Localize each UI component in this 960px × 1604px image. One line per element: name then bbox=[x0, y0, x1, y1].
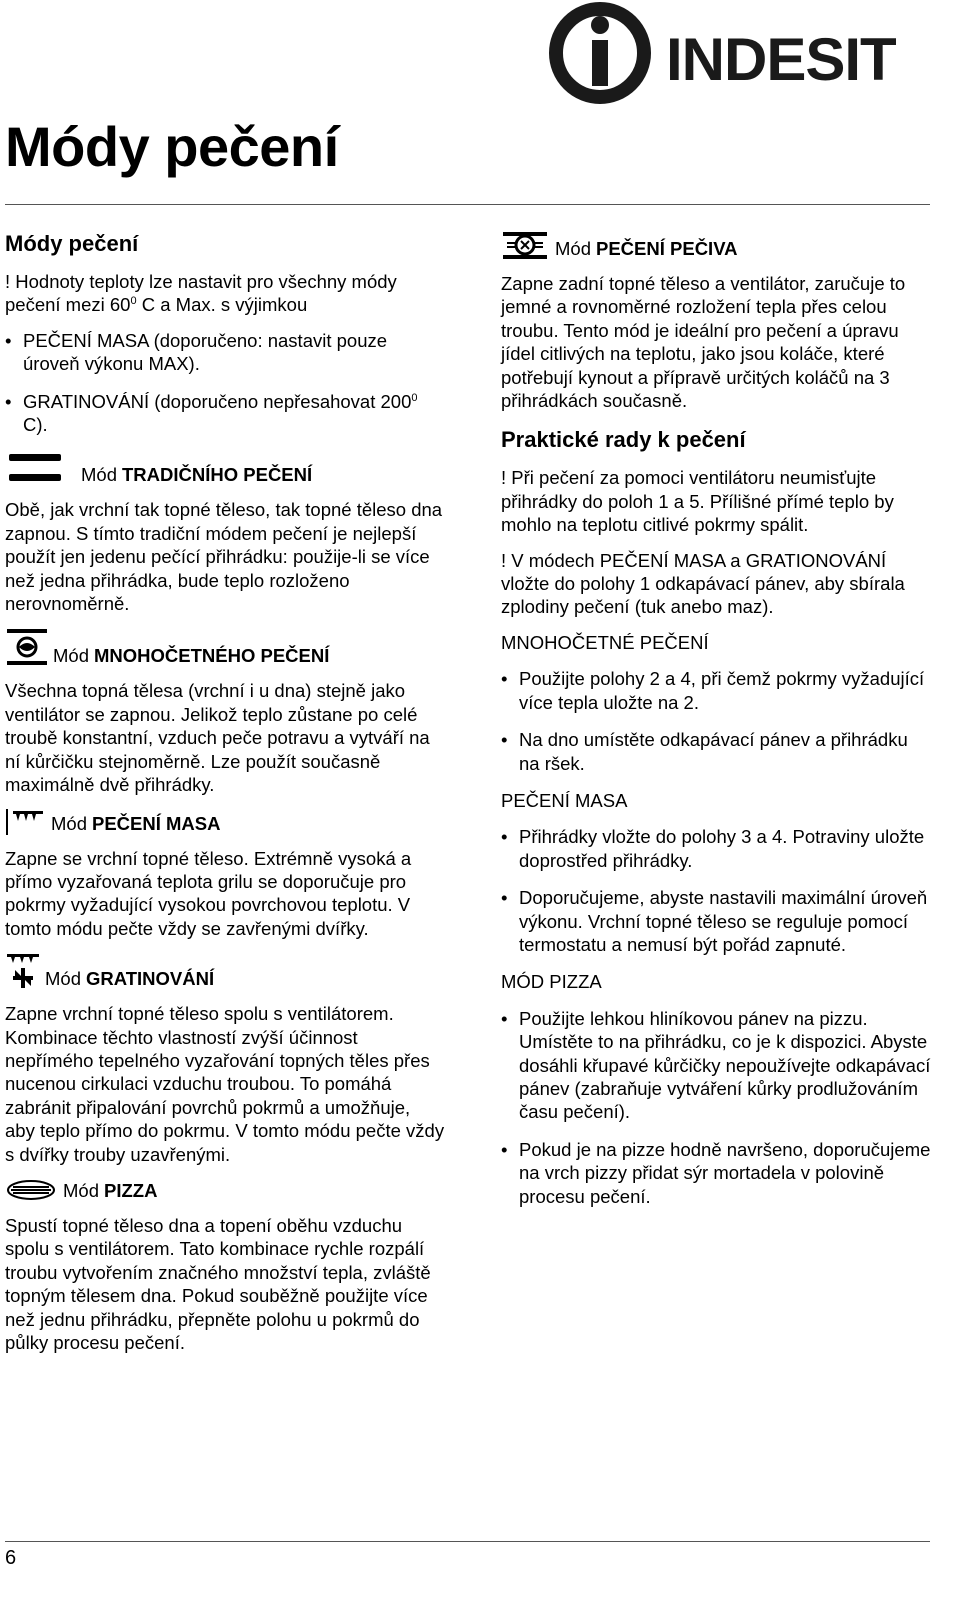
mode-description: Spustí topné těleso dna a topení oběhu vzduchu spolu s ventilátorem. Tato kombinace rychle rozpálí troubu vytvořením značného množství tepla, zvláště topným tělesem dna. Pokud souběžně použijte více než jednu přihrádku, přepněte polohu u pokrmů do půlky procesu pečení. bbox=[5, 1214, 431, 1353]
page-title: Módy pečení bbox=[5, 115, 339, 178]
tips-list bbox=[501, 667, 931, 775]
left-column bbox=[5, 230, 445, 1366]
list-item: • Pokud je na pizze hodně navršeno, doporučujeme na vrch pizzy přidat sýr mortadela v polovině procesu pečení. bbox=[501, 1138, 931, 1208]
mode-heading-pizza: Mód PIZZA bbox=[5, 1178, 445, 1202]
right-column bbox=[501, 230, 931, 1222]
mode-heading-multi: Mód MNOHOČETNÉHO PEČENÍ bbox=[5, 627, 445, 667]
tips-list bbox=[501, 1007, 931, 1208]
tips-list bbox=[501, 825, 931, 956]
list-item: • Doporučujeme, abyste nastavili maximální úroveň výkonu. Vrchní topné těleso se reguluje pomocí termostatu a nemusí být pořád zapnuté. bbox=[501, 886, 931, 956]
list-item: • GRATINOVÁNÍ (doporučeno nepřesahovat $200^0$ C). bbox=[5, 390, 445, 437]
section-heading: Módy pečení bbox=[5, 231, 139, 256]
mode-heading-grill: Mód PEČENÍ MASA bbox=[5, 809, 445, 835]
header-divider bbox=[5, 204, 930, 205]
list-item: • Použijte polohy 2 a 4, při čemž pokrmy vyžadující více tepla uložte na 2. bbox=[501, 667, 931, 714]
pizza-icon bbox=[5, 1178, 57, 1202]
mode-description: Obě, jak vrchní tak topné těleso, tak topné těleso dna zapnou. S tímto tradiční módem pečení je nejlepší použít jen jedenu pečící přihrádku: použije-li se více než jedna přihrádka, bude teplo rozloženo nerovnoměrně. bbox=[5, 499, 443, 615]
subsection-title: MNOHOČETNÉ PEČENÍ bbox=[501, 631, 709, 653]
footer-divider bbox=[5, 1541, 930, 1542]
exceptions-list bbox=[5, 329, 445, 437]
tips-heading: Praktické rady k pečení bbox=[501, 427, 746, 453]
mode-description: Zapne zadní topné těleso a ventilátor, zaručuje to jemné a rovnoměrné rozložení tepla přes celou troubu. Tento mód je ideální pro pečení a úpravu jídel citlivých na teplotu, jako jsou koláče, které potřebují kynout a přípravě určitých koláčů na 3 přihrádkách současně. bbox=[501, 273, 906, 412]
mode-heading-gratin: Mód GRATINOVÁNÍ bbox=[5, 952, 445, 990]
mode-description: Všechna topná tělesa (vrchní i u dna) stejně jako ventilátor se zapnou. Jelikož teplo zůstane po celé troubě konstantní, vzduch peče potravu a vytváří na ní kůrčičku stejnoměrně. Lze použít současně maximálně dvě přihrádky. bbox=[5, 680, 430, 796]
intro-note: ! Hodnoty teploty lze nastavit pro všechny módy pečení mezi $60^0$ C a Max. s výjimkou bbox=[5, 271, 397, 316]
page-number: 6 bbox=[5, 1547, 17, 1569]
list-item: • Na dno umístěte odkapávací pánev a přihrádku na ršek. bbox=[501, 728, 931, 775]
subsection-title: MÓD PIZZA bbox=[501, 971, 602, 993]
mode-heading-traditional: Mód TRADIČNÍHO PEČENÍ bbox=[5, 450, 445, 486]
tip-note: ! Při pečení za pomoci ventilátoru neumisťujte přihrádky do poloh 1 a 5. Přílišné přímé teplo by mohlo na teplotu citlivé pokrmy spálit. bbox=[501, 467, 894, 536]
traditional-icon bbox=[5, 450, 75, 486]
mode-description: Zapne vrchní topné těleso spolu s ventilátorem. Kombinace těchto vlastností zvýší účinnost nepřímého tepelného vyzařování topných těles přes nucenou cirkulaci vzduchu troubou. To pomáhá zabránit připalování povrchů pokrmů a umožňuje, aby teplo přímo do pokrmu. V tomto módu pečte vždy s dvířky trouby uzavřenými. bbox=[5, 1003, 445, 1165]
svg-text:INDESIT: INDESIT bbox=[666, 26, 896, 93]
multi-cooking-icon bbox=[5, 627, 51, 667]
list-item: • Použijte lehkou hliníkovou pánev na pizzu. Umístěte to na přihrádku, co je k dispozici. Abyste dosáhli křupavé kůrčičky nepoužívejte odkapávací pánev (zabraňuje vytváření kůrky prodlužováním času pečení). bbox=[501, 1007, 931, 1124]
gratin-icon bbox=[5, 952, 41, 990]
list-item: • PEČENÍ MASA (doporučeno: nastavit pouze úroveň výkonu MAX). bbox=[5, 329, 445, 376]
grill-icon bbox=[5, 809, 47, 835]
indesit-logo bbox=[548, 0, 942, 110]
mode-description: Zapne se vrchní topné těleso. Extrémně vysoká a přímo vyzařovaná teplota grilu se doporučuje pro pokrmy vyžadující vysokou povrchovou teplotu. V tomto módu pečte vždy se zavřenými dvířky. bbox=[5, 847, 412, 939]
subsection-title: PEČENÍ MASA bbox=[501, 789, 628, 811]
mode-heading-pastry: Mód PEČENÍ PEČIVA bbox=[501, 230, 931, 260]
tip-note: ! V módech PEČENÍ MASA a GRATIONOVÁNÍ vložte do polohy 1 odkapávací pánev, aby sbírala zplodiny pečení (tuk anebo maz). bbox=[501, 549, 905, 618]
list-item: • Přihrádky vložte do polohy 3 a 4. Potraviny uložte doprostřed přihrádky. bbox=[501, 825, 931, 872]
pastry-icon bbox=[501, 230, 549, 260]
